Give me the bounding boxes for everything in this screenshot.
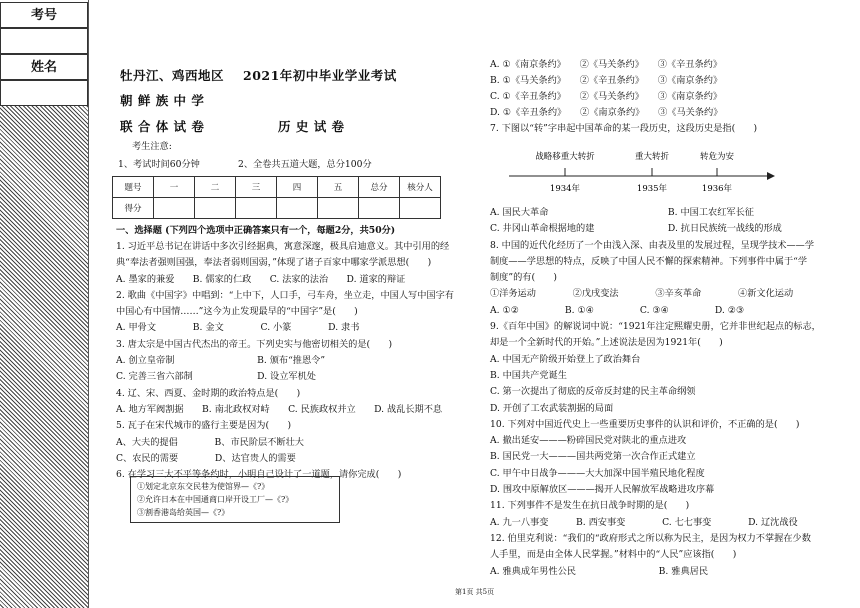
- exam-number-label: 考号: [0, 2, 88, 28]
- question-line: D. 围攻中原解放区———揭开人民解放军战略进攻序幕: [490, 484, 715, 496]
- note-2: 2、全卷共五道大题，总分100分: [238, 159, 372, 170]
- timeline-label: 转危为安: [699, 152, 735, 162]
- question-line: 11. 下列事件不是发生在抗日战争时期的是( ): [490, 500, 690, 512]
- score-cell[interactable]: [277, 198, 318, 219]
- question-line: A. 雅典成年男性公民 B. 雅典居民: [490, 565, 709, 577]
- question-line: A、大夫的提倡 B、市民阶层不断壮大: [116, 436, 304, 448]
- note-1: 1、考试时间60分钟: [118, 159, 200, 170]
- question-line: A. 中国无产阶级开始登上了政治舞台: [490, 353, 641, 365]
- page-footer: 第1页 共5页: [455, 588, 495, 596]
- question-line: B. 中国共产党诞生: [490, 369, 567, 381]
- score-cell[interactable]: [236, 198, 277, 219]
- header-school: 朝 鲜 族 中 学: [120, 93, 205, 108]
- left-column: [116, 240, 454, 484]
- question-line: 12. 伯里克利说：“我们的“政府形式之所以称为民主，是因为权力不掌握在少数: [490, 532, 811, 544]
- header-paper: 联 合 体 试 卷: [120, 119, 205, 134]
- score-row-label: 得分: [113, 198, 154, 219]
- question-line: D. 开创了工农武装割据的局面: [490, 402, 614, 414]
- timeline-year: 1935年: [636, 184, 668, 194]
- notes-title: 考生注意:: [132, 141, 172, 152]
- question-line: 8. 中国的近代化经历了一个由浅入深、由表及里的发展过程，呈现学技术——学: [490, 239, 815, 251]
- question-line: C、农民的需要 D、达官贵人的需要: [116, 452, 296, 464]
- section-1-title: 一、选择题 (下列四个选项中正确答案只有一个，每题2分，共50分): [116, 225, 396, 236]
- treaty-clue: ③割香港岛给英国—《?》: [137, 508, 230, 517]
- score-cell[interactable]: [400, 198, 441, 219]
- question-line: 1. 习近平总书记在讲话中多次引经据典，寓意深邃，极具启迪意义。其中引用的经: [116, 241, 450, 252]
- name-field[interactable]: [0, 80, 88, 106]
- option-line: B. ①《马关条约》 ②《辛丑条约》 ③《南京条约》: [490, 75, 723, 86]
- question-line: 7. 下图以“转”字串起中国革命的某一段历史，这段历史是指( ): [490, 123, 758, 134]
- question-line: A. 国民大革命 B. 中国工农红军长征: [490, 207, 754, 218]
- question-line: 3. 唐太宗是中国古代杰出的帝王。下列史实与他密切相关的是( ): [116, 338, 393, 350]
- question-line: C. 井冈山革命根据地的建 D. 抗日民族统一战线的形成: [490, 223, 782, 235]
- right-column-bottom: [490, 206, 821, 581]
- question-line: 中国心有中国情……”这今为止发现最早的“中国字”是( ): [116, 306, 358, 318]
- option-line: A. ①《南京条约》 ②《马关条约》 ③《辛丑条约》: [490, 59, 723, 70]
- score-cell[interactable]: [195, 198, 236, 219]
- question-line: 制度——学思想的特点，反映了中国人民不懈的探索精神。下列事件中属于“学: [490, 255, 808, 267]
- question-line: 制度”的有( ): [490, 272, 557, 284]
- question-line: 典“奉法者强则国强，奉法者弱则国弱，”体现了诸子百家中哪家学派思想( ): [116, 257, 432, 269]
- treaty-clue: ②允许日本在中国通商口岸开设工厂—《?》: [137, 495, 294, 504]
- timeline-arrowhead: [767, 172, 775, 180]
- score-table: [112, 176, 441, 219]
- question-line: C. 完善三省六部制 D. 设立军机处: [116, 371, 316, 383]
- question-line: A. 地方军阀割据 B. 南北政权对峙 C. 民族政权并立 D. 战乱长期不息: [116, 403, 443, 415]
- question-line: A. 九一八事变 B. 西安事变 C. 七七事变 D. 辽沈战役: [490, 516, 798, 528]
- question-line: A. 墨家的兼爱 B. 儒家的仁政 C. 法家的法治 D. 道家的辩证: [116, 273, 406, 285]
- question-line: A. 创立皇帝制 B. 颁布“推恩令”: [116, 355, 326, 367]
- score-header-cell: 四: [277, 177, 318, 198]
- score-cell[interactable]: [359, 198, 400, 219]
- score-header-cell: 二: [195, 177, 236, 198]
- timeline-year: 1934年: [549, 184, 581, 194]
- question-line: 2. 歌曲《中国字》中唱到：“上中下，人口手，弓车舟，坐立走，中国人写中国字有: [116, 289, 454, 301]
- question-line: C. 第一次提出了彻底的反帝反封建的民主革命纲领: [490, 386, 696, 398]
- question-line: 10. 下列对中国近代史上一些重要历史事件的认识和评价，不正确的是( ): [490, 418, 800, 430]
- question-line: 5. 瓦子在宋代城市的盛行主要是因为( ): [116, 420, 292, 432]
- header-title: 2021年初中毕业学业考试: [243, 68, 397, 83]
- timeline-label: 重大转折: [634, 152, 670, 162]
- right-column-top: [490, 58, 757, 138]
- question-line: ①洋务运动 ②戊戌变法 ③辛亥革命 ④新文化运动: [490, 288, 794, 300]
- header-subject: 历 史 试 卷: [278, 119, 345, 134]
- header-region: 牡丹江、鸡西地区: [120, 68, 225, 83]
- question-line: B. 国民党一大———国共两党第一次合作正式建立: [490, 451, 696, 463]
- question-line: A. 甲骨文 B. 金文 C. 小篆 D. 隶书: [116, 322, 360, 334]
- score-header-cell: 五: [318, 177, 359, 198]
- score-table-score-row: [113, 198, 441, 219]
- question-line: A. ①② B. ①④ C. ③④ D. ②③: [490, 304, 745, 316]
- question-line: 却是一个全新时代的开始。”上述说法是因为1921年( ): [490, 337, 723, 349]
- score-table-header-row: [113, 177, 441, 198]
- score-header-cell: 核分人: [400, 177, 441, 198]
- question-line: 4. 辽、宋、西夏、金时期的政治特点是( ): [116, 387, 301, 399]
- score-cell[interactable]: [154, 198, 195, 219]
- option-line: C. ①《辛丑条约》 ②《马关条约》 ③《南京条约》: [490, 91, 723, 102]
- question-line: 6. 在学习三大不平等条约时，小明自己设计了一道题，请你完成( ): [116, 469, 402, 481]
- exam-number-field[interactable]: [0, 28, 88, 54]
- option-line: D. ①《辛丑条约》 ②《南京条约》 ③《马关条约》: [490, 107, 723, 118]
- treaty-clue: ①划定北京东交民巷为使馆界—《?》: [137, 482, 270, 491]
- question-line: 人手里，而是由全体人民掌握。”材料中的“人民”应该指( ): [490, 549, 737, 561]
- timeline-label: 战略移重大转折: [535, 152, 595, 162]
- timeline-year: 1936年: [701, 184, 733, 194]
- score-cell[interactable]: [318, 198, 359, 219]
- question-line: C. 甲午中日战争———大大加深中国半殖民地化程度: [490, 467, 705, 479]
- score-header-cell: 题号: [113, 177, 154, 198]
- question-line: 9.《百年中国》的解说词中说：“1921年注定熙耀史册，它并非世纪起点的标志，: [490, 321, 821, 333]
- name-label: 姓名: [0, 54, 88, 80]
- binding-hatch: [0, 106, 88, 608]
- question-line: A. 撤出延安———粉碎国民党对陕北的重点进攻: [490, 435, 687, 447]
- score-header-cell: 一: [154, 177, 195, 198]
- score-header-cell: 三: [236, 177, 277, 198]
- timeline-diagram: [505, 146, 775, 196]
- treaty-clue-box: [130, 476, 340, 523]
- score-header-cell: 总分: [359, 177, 400, 198]
